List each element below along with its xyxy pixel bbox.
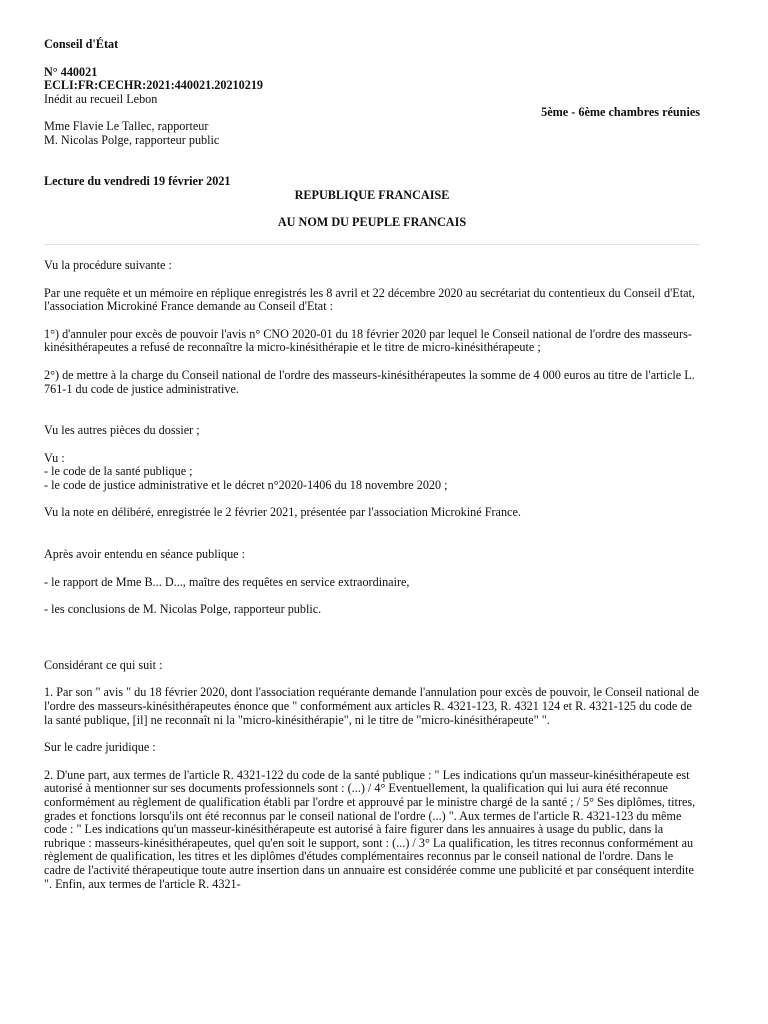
deliberation-note: Vu la note en délibéré, enregistrée le 2 février 2021, présentée par l'association Microkiné France. — [44, 505, 521, 520]
hearing-intro: Après avoir entendu en séance publique : — [44, 547, 246, 562]
rapporteur: Mme Flavie Le Tallec, rapporteur — [44, 118, 209, 133]
hearing-item: - le rapport de Mme B... D..., maître des requêtes en service extraordinaire, — [44, 574, 410, 589]
procedure-intro: Vu la procédure suivante : — [44, 257, 172, 272]
rapporteur-public: M. Nicolas Polge, rapporteur public — [44, 132, 220, 147]
hearing-item: - les conclusions de M. Nicolas Polge, rapporteur public. — [44, 602, 322, 617]
document — [44, 38, 700, 891]
case-number: N° 440021 — [44, 64, 98, 79]
conclusion-1: 1°) d'annuler pour excès de pouvoir l'avis n° CNO 2020-01 du 18 février 2020 par lequel le Conseil national de l'ordre des masseurs-kinésithérapeutes a refusé de reconnaître la micro-kinésithérapie et le titre de micro-kinésithérapeute ; — [44, 326, 692, 355]
reading-date: Lecture du vendredi 19 février 2021 — [44, 174, 231, 189]
paragraph-2: 2. D'une part, aux termes de l'article R. 4321-122 du code de la santé publique : " Les indications qu'un masseur-kinésithérapeute est autorisé à mentionner sur ses documents professionnels sont : (...) / 4° Eventuellement, la qualification qui lui aura été reconnue conformément au règlement de qualification établi par l'ordre et approuvé par le ministre chargé de la santé ; / 5° Ses diplômes, titres, grades et fonctions lorsqu'ils ont été reconnus par le conseil national de l'ordre (...) ". Aux termes de l'article R. 4321-123 du même code : " Les indications qu'un masseur-kinésithérapeute est autorisé à faire figurer dans les annuaires à usage du public, dans la rubrique : masseurs-kinésithérapeutes, quel qu'en soit le support, sont : (...) / 3° La qualification, les titres reconnus conformément au règlement de qualification, les titres et les diplômes d'études complémentaires reconnus par le conseil national de l'ordre. Dans le cadre de l'activité thérapeutique toute autre insertion dans un annuaire est considérée comme une publicité et par conséquent interdite ". Enfin, aux termes de l'article R. 4321- — [44, 767, 696, 891]
court-name: Conseil d'État — [44, 37, 119, 51]
visa-item: - le code de justice administrative et le décret n°2020-1406 du 18 novembre 2020 ; — [44, 477, 448, 492]
other-documents: Vu les autres pièces du dossier ; — [44, 423, 200, 438]
section-heading: Sur le cadre juridique : — [44, 740, 156, 755]
conclusion-2: 2°) de mettre à la charge du Conseil national de l'ordre des masseurs-kinésithérapeutes la somme de 4 000 euros au titre de l'article L. 761-1 du code de justice administrative. — [44, 367, 695, 396]
considering-heading: Considérant ce qui suit : — [44, 657, 163, 672]
request-paragraph: Par une requête et un mémoire en réplique enregistrés les 8 avril et 22 décembre 2020 au secrétariat du contentieux du Conseil d'Etat, l'association Microkiné France demande au Conseil d'Etat : — [44, 285, 695, 314]
paragraph-1: 1. Par son " avis " du 18 février 2020, dont l'association requérante demande l'annulation pour excès de pouvoir, le Conseil national de l'ordre des masseurs-kinésithérapeutes énonce que " conformément aux articles R. 4321-123, R. 4321 124 et R. 4321-125 du code de la santé publique, [il] ne reconnaît ni la "micro-kinésithérapie", ni le titre de "micro-kinésithérapeute" ". — [44, 685, 700, 727]
visa-item: - le code de la santé publique ; — [44, 464, 193, 479]
publication-status: Inédit au recueil Lebon — [44, 91, 158, 106]
divider — [44, 244, 700, 245]
visas-heading: Vu : — [44, 450, 65, 465]
republic-heading: REPUBLIQUE FRANCAISE — [294, 187, 450, 202]
people-heading: AU NOM DU PEUPLE FRANCAIS — [277, 215, 467, 230]
chambers: 5ème - 6ème chambres réunies — [541, 105, 700, 120]
ecli-identifier: ECLI:FR:CECHR:2021:440021.20210219 — [44, 78, 264, 93]
